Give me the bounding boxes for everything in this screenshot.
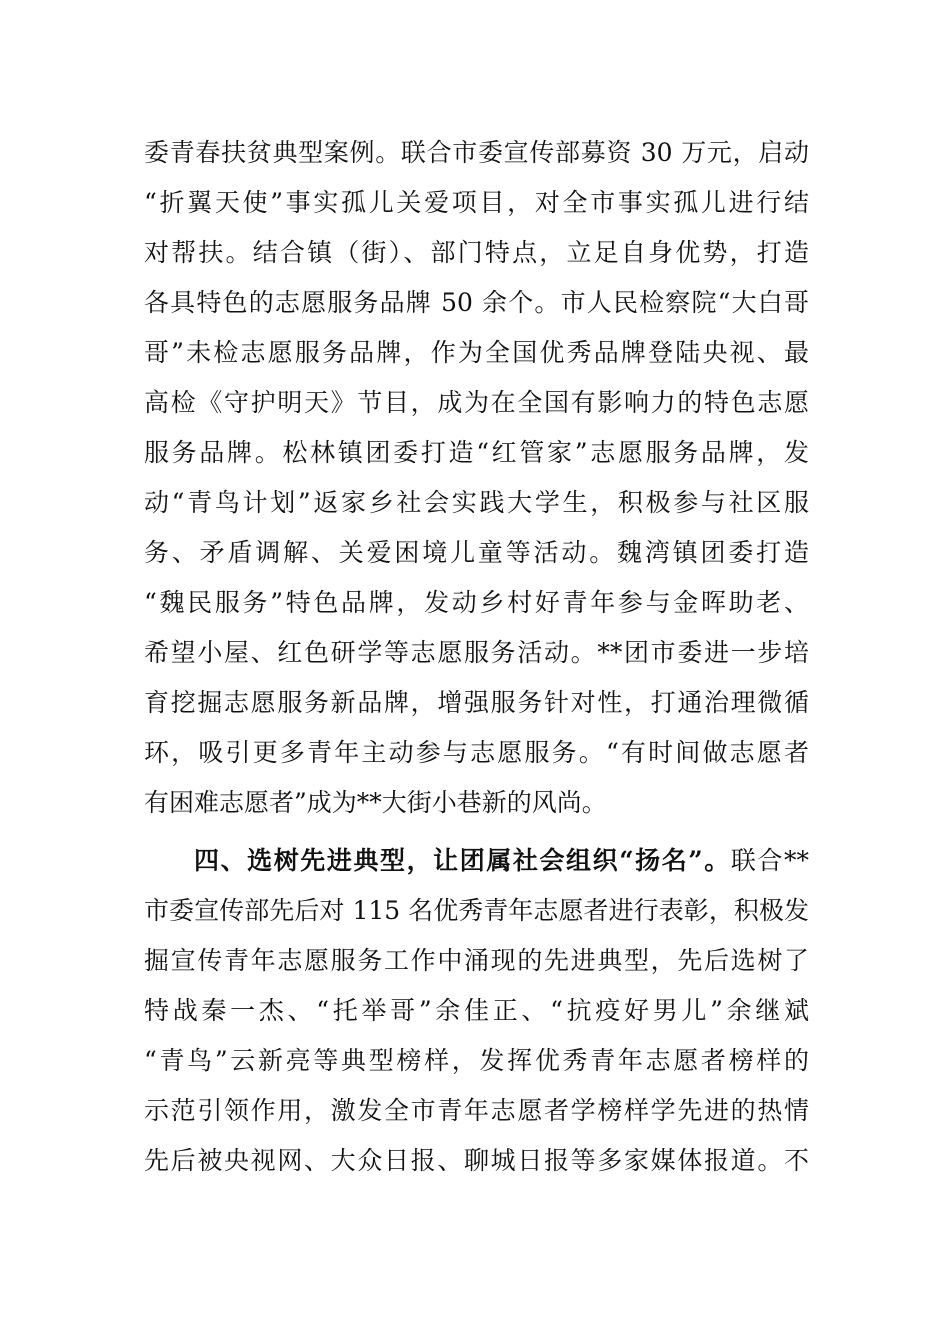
text-line: 委青春扶贫典型案例。联合市委宣传部募资 30 万元，启动 (144, 138, 809, 167)
text-line: 先后被央视网、大众日报、聊城日报等多家媒体报道。不 (144, 1146, 809, 1175)
text-line: 哥”未检志愿服务品牌，作为全国优秀品牌登陆央视、最 (144, 338, 809, 367)
text-line: 对帮扶。结合镇（街）、部门特点，立足自身优势，打造 (144, 238, 809, 267)
text-line: 环，吸引更多青年主动参与志愿服务。“有时间做志愿者 (144, 738, 809, 767)
text-line: 掘宣传青年志愿服务工作中涌现的先进典型，先后选树了 (144, 946, 809, 975)
text-line: “青鸟”云新亮等典型榜样，发挥优秀青年志愿者榜样的 (144, 1046, 809, 1075)
section-heading-line (144, 836, 809, 886)
text-line: 希望小屋、红色研学等志愿服务活动。**团市委进一步培 (144, 638, 809, 667)
text-line: 示范引领作用，激发全市青年志愿者学榜样学先进的热情 (144, 1096, 809, 1125)
text-line: 育挖掘志愿服务新品牌，增强服务针对性，打通治理微循 (144, 688, 809, 717)
text-line: 市委宣传部先后对 115 名优秀青年志愿者进行表彰，积极发 (144, 896, 809, 925)
text-line: 各具特色的志愿服务品牌 50 余个。市人民检察院“大白哥 (144, 288, 809, 317)
section-heading: 四、选树先进典型，让团属社会组织“扬名”。 (194, 846, 731, 875)
text-line: 高检《守护明天》节目，成为在全国有影响力的特色志愿 (144, 388, 809, 417)
paragraph-volunteer-brands (144, 128, 809, 828)
paragraph-advanced-models (144, 836, 809, 1186)
text-fragment: 联合** (730, 846, 809, 875)
text-line: 特战秦一杰、“托举哥”余佳正、“抗疫好男儿”余继斌 (144, 996, 809, 1025)
text-line: “魏民服务”特色品牌，发动乡村好青年参与金晖助老、 (144, 588, 809, 617)
text-line: 有困难志愿者”成为**大街小巷新的风尚。 (144, 788, 607, 817)
text-line: 务、矛盾调解、关爱困境儿童等活动。魏湾镇团委打造 (144, 538, 809, 567)
text-line: 动“青鸟计划”返家乡社会实践大学生，积极参与社区服 (144, 488, 809, 517)
text-line: “折翼天使”事实孤儿关爱项目，对全市事实孤儿进行结 (144, 188, 809, 217)
text-line: 服务品牌。松林镇团委打造“红管家”志愿服务品牌，发 (144, 438, 809, 467)
